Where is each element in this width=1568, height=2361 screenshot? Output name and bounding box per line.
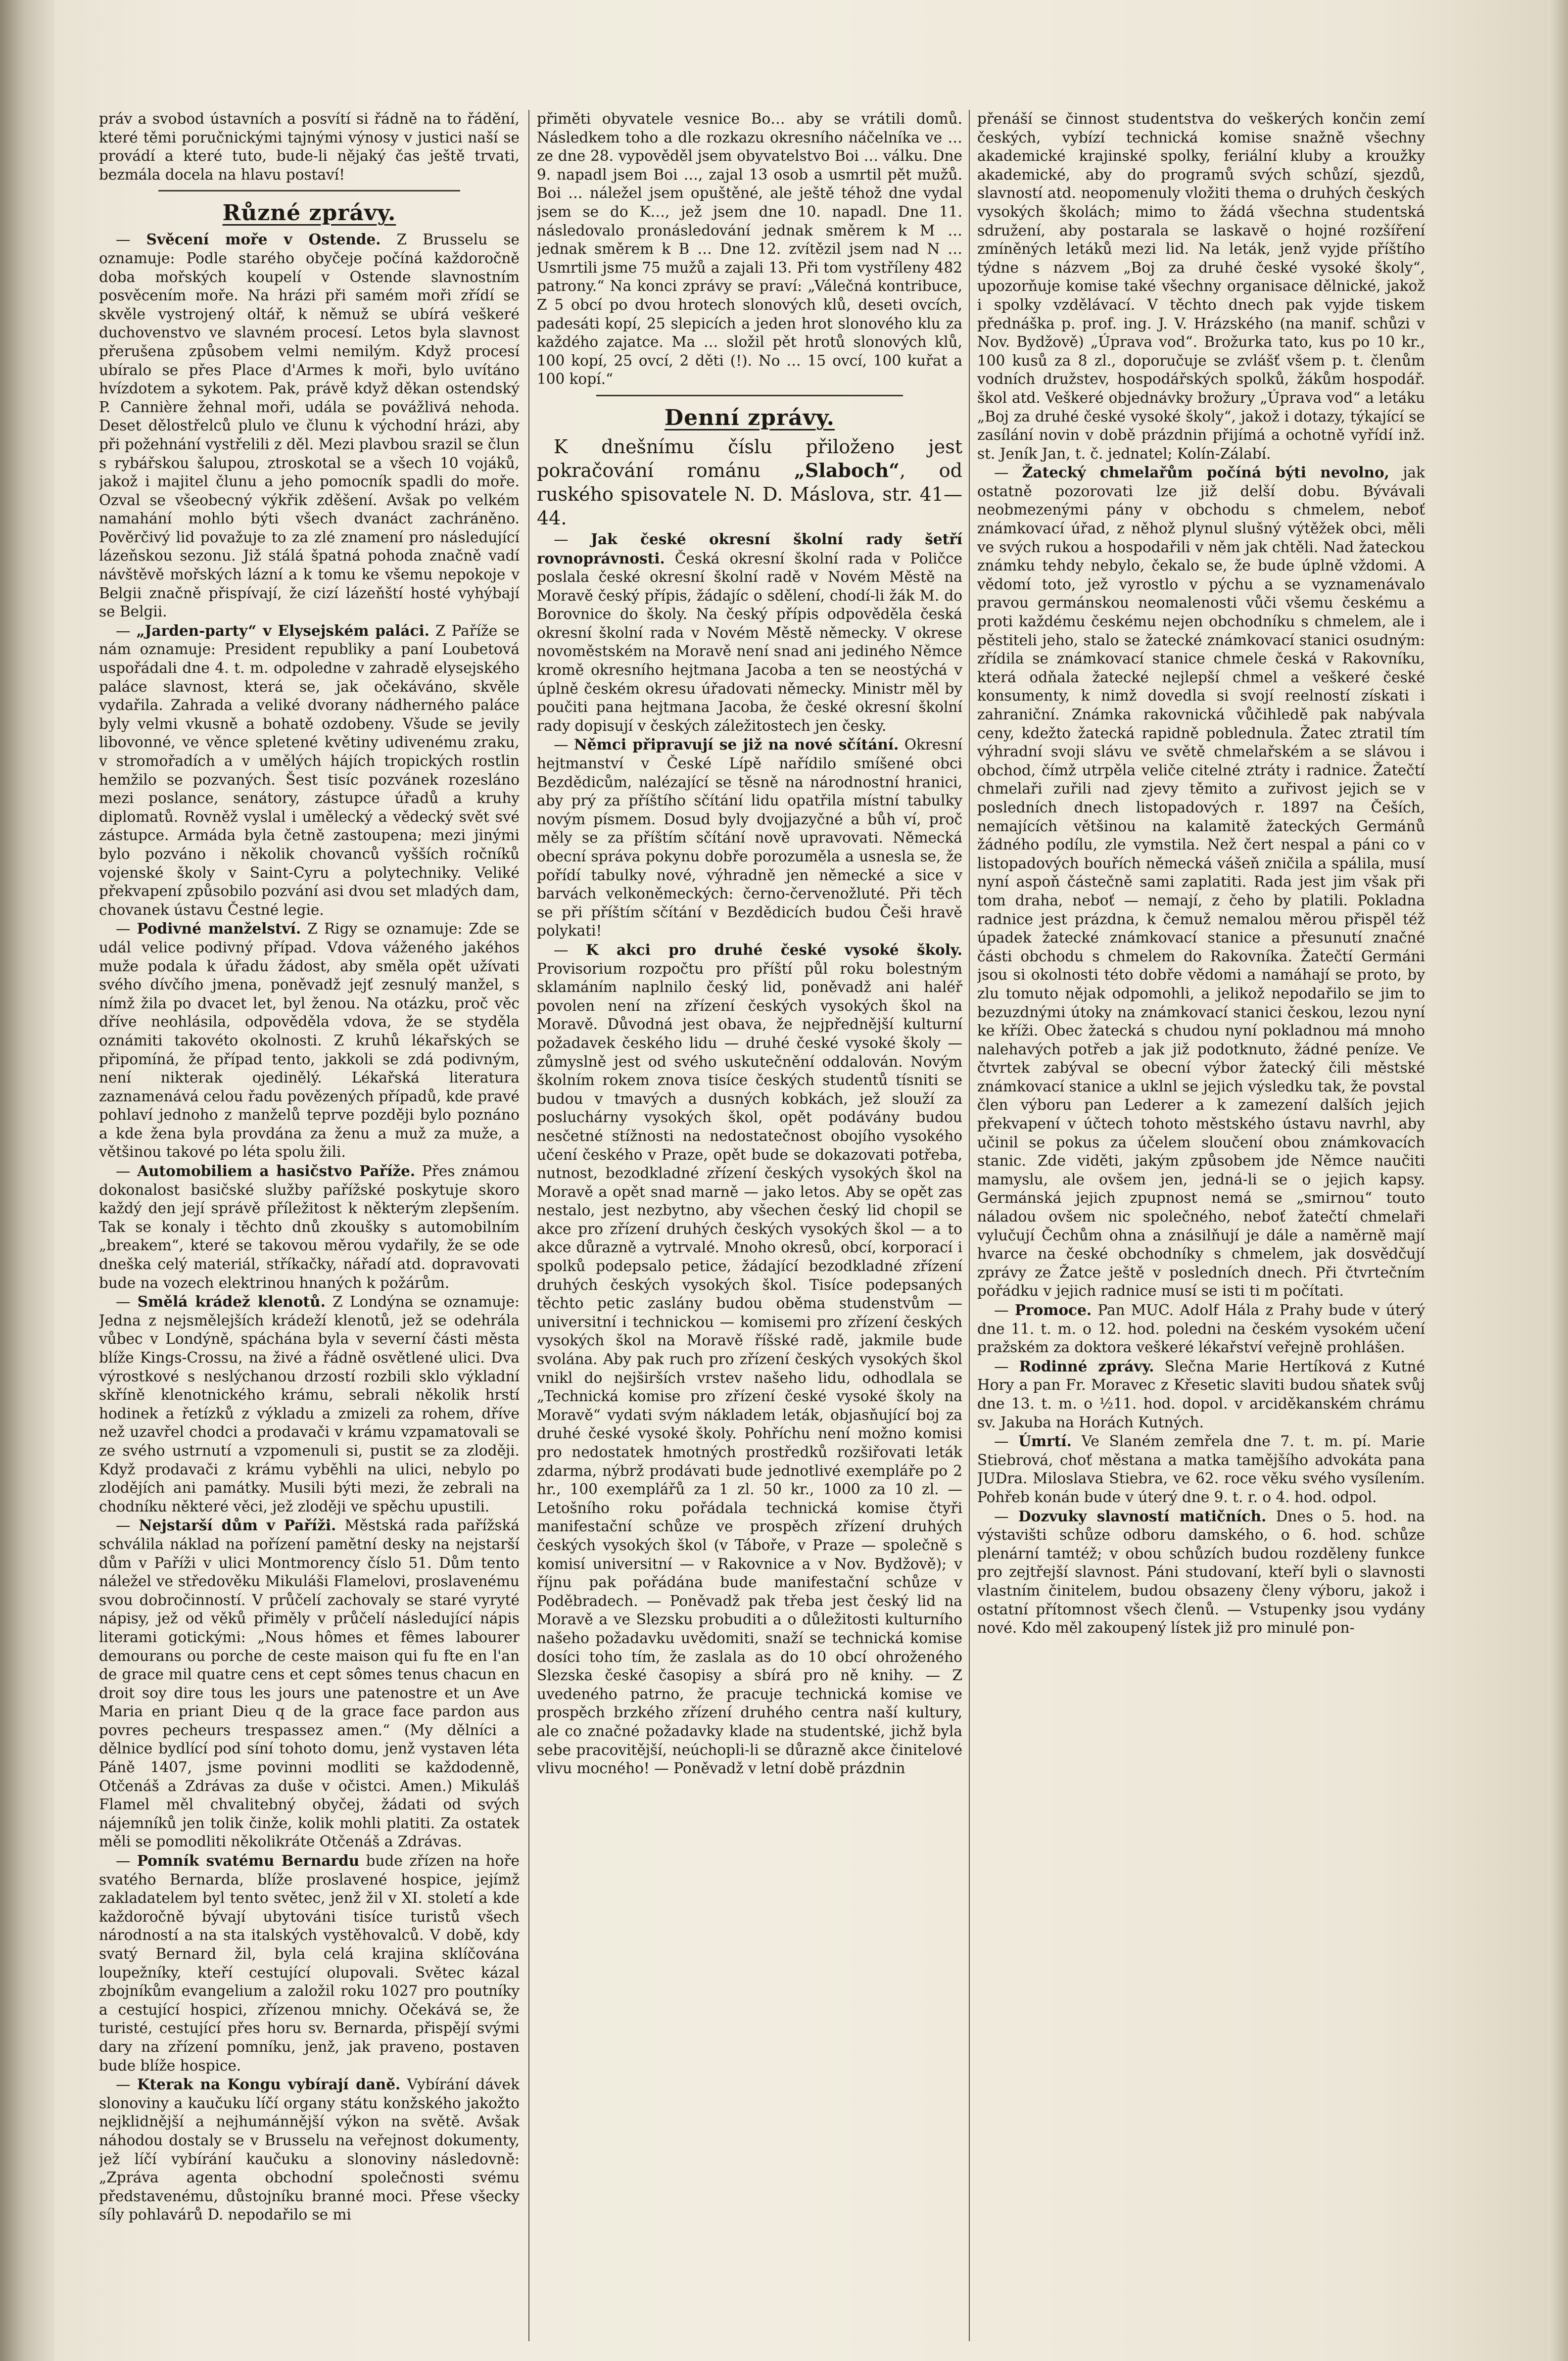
news-item	[977, 1432, 1425, 1507]
item-dash: —	[994, 1508, 1019, 1525]
news-item	[99, 919, 520, 1162]
item-lead: Svěcení moře v Ostende.	[146, 231, 381, 248]
item-lead: „Jarden-party“ v Elysejském paláci.	[136, 621, 429, 639]
column-rule	[969, 110, 970, 2341]
item-lead: Němci připravují se již na nové sčítání.	[573, 736, 899, 754]
item-text: Městská rada pařížská schválila náklad na pořízení pamětní desky na nejstarší dům v Paříži v ulici Montmorency číslo 51. Dům tento náležel ve středověku Mikuláši Flamelovi, proslavenému svou dobročinností. V průčelí zachovaly se staré vyryté nápisy, jež od věků přiměly v průčelí následující nápis literami gotickými: „Nous hômes et fêmes labourer demourans ou porche de ceste maison qui fu fte en l'an de grace mil quatre cens et cept sômes tenus chacun en droit soy dire tous les jours une patenostre et un Ave Maria en priant Dieu q de la grace face pardon aus povres pecheurs trespassez amen.“ (My dělníci a dělnice bydlící pod síní tohoto domu, jenž vystaven léta Páně 1407, jsme povinni modliti se každodenně, Otčenáš a Zdrávas za duše v očistci. Amen.) Mikuláš Flamel měl chvalitebný obyčej, žádati od svých nájemníků jen tolik činže, kolik mohli platiti. Za ostatek měli se pomodliti několikráte Otčenáš a Zdrávas.	[99, 1517, 520, 1850]
item-dash: —	[116, 622, 137, 639]
column-rule	[528, 110, 529, 2341]
item-lead: Automobiliem a hasičstvo Paříže.	[137, 1162, 416, 1180]
item-lead: Pomník svatému Bernardu	[137, 1852, 360, 1870]
item-dash: —	[994, 1358, 1019, 1375]
item-dash: —	[116, 231, 146, 248]
item-dash: —	[116, 1163, 138, 1180]
item-text: Z Rigy se oznamuje: Zde se udál velice podivný případ. Vdova váženého jakéhos muže podala k úřadu žádost, aby směla opět užívati svého dívčího jmena, poněvadž jejť zesnulý manžel, s nímž žila po dvacet let, byl ženou. Na otázku, proč věc dříve neohlásila, odpověděla vdova, že se styděla oznámiti takovéto okolnosti. Z kruhů lékařských se připomíná, že případ tento, jakkoli se zdá podivným, není nikterak ojedinělý. Lékařská literatura zaznamenává celou řadu povězených případů, kde pravé pohlaví jednoho z manželů teprve později bylo poznáno a kde žena byla provdána za ženu a muž za muže, a většinou takové po léta spolu žili.	[99, 920, 520, 1161]
item-lead: Podivné manželství.	[137, 920, 301, 938]
news-item	[537, 735, 962, 941]
item-text: Provisorium rozpočtu pro příští půl roku bolestným sklamáním naplnilo český lid, poněvadž ani haléř povolen není na zřízení českých vysokých škol na Moravě. Důvodná jest obava, že nejpřednější kulturní požadavek českého lidu — druhé české vysoké školy — zůmyslně jest od svého uskutečnění oddalován. Novým školním rokem znova tisíce českých studentů tísniti se budou v tmavých a dusných kobkách, jež slouží za posluchárny vysokých škol, opět podávány budou nesčetné stížnosti na nedostatečnost obojího vysokého učení českého v Praze, opět bude se dokazovati potřeba, nutnost, bezodkladné zřízení českých vysokých škol na Moravě a opět snad marně — jako letos. Aby se opět zas nestalo, jest nezbytno, aby všechen český lid chopil se akce pro zřízení druhých českých vysokých škol — a to akce důrazně a vytrvalé. Mnoho okresů, obcí, korporací i spolků podepsalo petice, žádající bezodkladné zřízení druhých českých vysokých škol. Tisíce podepsaných těchto petic zaslány budou oběma studenstvům — universitní i technickou — komisemi pro zřízení českých vysokých škol na Moravě říšské radě, jakmile bude svolána. Aby pak ruch pro zřízení českých vysokých škol vnikl do nejširších vrstev našeho lidu, odhodlala se „Technická komise pro zřízení české vysoké školy na Moravě“ vydati svým nákladem leták, objasňující boj za druhé české vysoké školy. Pohříchu není možno komisi pro nedostatek hmotných prostředků rozšiřovati leták zdarma, nýbrž prodávati bude jednotlivé exempláře po 2 hr., 100 exemplářů za 1 zl. 50 kr., 1000 za 10 zl. — Letošního roku pořádala technická komise čtyři manifestační schůze ve prospěch zřízení druhých českých vysokých škol (v Táboře, v Praze — společně s komisí universitní — v Rakovnice a v Nov. Bydžově); v říjnu pak pořádána bude manifestační schůze v Poděbradech. — Poněvadž pak třeba jest český lid na Moravě a ve Slezsku probuditi a o důležitosti kulturního našeho požadavku uvědomiti, snaží se technická komise dosíci toho tím, že zaslala as do 10 obcí ohroženého Slezska české časopisy a sbírá pro ně knihy. — Z uvedeného patrno, že pracuje technická komise ve prospěch brzkého zřízení druhého centra naší kultury, ale co značné požadavky klade na studentské, jichž byla sebe pracovitější, neúchopli-li se důrazně akce činitelové vlivu mocného! — Poněvadž v letní době prázdnin	[537, 960, 962, 1777]
novel-title: „Slaboch“	[794, 459, 900, 481]
item-text: Ve Slaném zemřela dne 7. t. m. pí. Marie Stiebrová, choť městana a matka tamějšího advokáta pana JUDra. Miloslava Stiebra, ve 62. roce věku svého vysílením. Pohřeb konán bude v úterý dne 9. t. r. o 4. hod. odpol.	[977, 1433, 1425, 1506]
item-dash: —	[116, 2076, 137, 2093]
news-item	[99, 1516, 520, 1851]
item-dash: —	[116, 1293, 138, 1311]
news-item	[977, 1507, 1425, 1638]
item-lead: Rodinné zprávy.	[1019, 1357, 1154, 1375]
news-list	[977, 463, 1425, 1637]
item-lead: Smělá krádež klenotů.	[137, 1293, 326, 1311]
item-lead: K akci pro druhé české vysoké školy.	[586, 941, 962, 958]
item-dash: —	[994, 1433, 1019, 1450]
item-text: Slečna Marie Hertíková z Kutné Hory a pan Fr. Moravec z Křesetic slaviti budou sňatek svůj dne 13. t. m. o ½11. hod. dopol. v arciděkanském chrámu sv. Jakuba na Horách Kutných.	[977, 1358, 1425, 1431]
item-text: Dnes o 5. hod. na výstavišti schůze odboru damského, o 6. hod. schůze plenární tamtéž; v obou schůzích budou rozděleny funkce pro zejtřejší slavnost. Páni studovaní, kteří byli o slavnosti vlastním činitelem, budou obsazeny členy výboru, jakož i ostatní přítomnost všech členů. — Vstupenky jsou vydány nové. Kdo měl zakoupený lístek již pro minulé pon-	[977, 1508, 1425, 1637]
item-dash: —	[554, 941, 586, 958]
item-dash: —	[554, 530, 591, 548]
news-item	[99, 621, 520, 920]
binding-spine	[0, 0, 54, 2361]
news-item	[977, 1301, 1425, 1357]
item-text: Vybírání dávek slonoviny a kaučuku líčí organy státu konžského jakožto nejklidnější a nejhumánnější výkon na světě. Avšak náhodou dostaly se v Brusselu na veřejnost dokumenty, jež líčí vybírání kaučuku a slonoviny následovně: „Zpráva agenta obchodní společnosti svému představenému, důstojníku branné moci. Přese všecky síly pohlavárů D. nepodařilo se mi	[99, 2076, 520, 2223]
news-item	[537, 530, 962, 736]
item-text: Pan MUC. Adolf Hála z Prahy bude v úterý dne 11. t. m. o 12. hod. poledni na českém vysokém učení pražském za doktora veškeré lékařství veřejně prohlášen.	[977, 1302, 1425, 1356]
page-edge	[1548, 0, 1568, 2361]
item-text: Z Paříže se nám oznamuje: President republiky a paní Loubetová uspořádali dne 4. t. m. odpoledne v zahradě elysejského paláce slavnost, která se, jak očekáváno, skvěle vydařila. Zahrada a veliké dvorany nádherného paláce byly velmi vkusně a bohatě ozdobeny. Všude se jevily libovonné, ve věnce spletené květiny udivenému zraku, v stromořadích a v umělých hájích tropických rostlin hemžilo se pozvaných. Šest tisíc pozvánek rozesláno mezi poslance, senátory, zástupce úřadů a kruhy diplomatů. Rovněž vyslal i umělecký a vědecký svět své zástupce. Armáda byla četně zastoupena; mezi jinými bylo pozváno i několik chovanců vyšších ročníků vojenské školy v Saint-Cyru a polytechniky. Veliké překvapení způsobilo pozvání asi dvou set mladých dam, chovanek ústavu Čestné legie.	[99, 622, 520, 918]
column-left	[99, 110, 520, 2346]
section-divider	[158, 190, 460, 191]
column-middle	[537, 110, 962, 2346]
column-right	[977, 110, 1425, 2346]
item-dash: —	[116, 920, 137, 938]
item-text: Okresní hejtmanství v České Lípě nařídilo smíšené obci Bezdědicům, nalézající se těsně na národnostní hranici, aby prý za příštího sčítání lidu opatřila místní tabulky novým písmem. Dosud byly dvojjazyčné a bůh ví, proč měly se za příštím sčítání nově upravovati. Německá obecní správa pokynu dobře porozuměla a usnesla se, že pořídí tabulky nové, výhradně jen německé a sice v barvách velkoněmeckých: černo-červenožluté. Při těch se při příštím sčítání v Bezdědicích budou Češi hravě polykati!	[537, 736, 962, 940]
article-continuation: přiměti obyvatele vesnice Bo… aby se vrátili domů. Následkem toho a dle rozkazu okresního náčelníka ve … ze dne 28. vypověděl jsem obyvatelstvo Boi … válku. Dne 9. napadl jsem Boi …, zajal 13 osob a usmrtil pět mužů. Boi … náležel jsem opuštěné, ale ještě téhož dne vydal jsem se do K…, jež jsem dne 10. napadl. Dne 11. následovalo pronásledování jednak směrem k M … jednak směrem k B … Dne 12. zvítězil jsem nad N … Usmrtili jsme 75 mužů a zajali 13. Při tom vystříleny 482 patrony.“ Na konci zprávy se praví: „Válečná kontribuce, Z 5 obcí po dvou hrotech slonových klů, deseti ovcích, padesáti kopí, 25 slepicích a jeden hrot slonového klu za každého zajatce. Ma … složil pět hrotů slonových klů, 100 kopí, 25 ovcí, 2 děti (!). No … 15 ovcí, 100 kuřat a 100 kopí.“	[537, 110, 962, 388]
section-heading: Různé zprávy.	[222, 200, 396, 226]
item-text: Přes známou dokonalost basičské služby pařížské poskytuje skoro každý den její správě příležitost k některým zlepšením. Tak se konaly i těchto dnů zkoušky s automobilním „breakem“, které se takovou měrou vydařily, že se ode dneška celý materiál, stříkačky, nářadí atd. dopravovati bude na vozech elektrinou hnaných k požárům.	[99, 1163, 520, 1291]
news-item	[99, 230, 520, 621]
news-item	[99, 1292, 520, 1516]
item-lead: Promoce.	[1014, 1301, 1092, 1319]
notice-text: K dnešnímu číslu přiloženo jest pokračování románu	[537, 435, 962, 481]
item-text: jak ostatně pozorovati lze již delší dobu. Bývávali neobmezenými pány v obchodu s chmelem, neboť známkovací úřad, z něhož plynul slušný výtěžek obci, měli ve svých rukou a hospodařili v něm jak chtěli. Nad žateckou známku tehdy nebylo, čekalo se, že bude úplně vždomi. A vědomí toto, jež vyrostlo v pýchu a se vyznamenávalo pravou germánskou neomalenosti vůči všemu českému a proti každému českému nejen obchodníku s chmelem, ale i pěstiteli jeho, stalo se žatecké známkovací stanici osudným: zřídila se známkovací stanice chmele česká v Rakovníku, která odňala žatecké nejlepší chmel a veškeré české konsumenty, k nimž dovedla si svojí reelností získati i zahraniční. Známka rakovnická vůčihledě pak nabývala ceny, kdežto žatecká rapidně poblednula. Žatec ztratil tím výhradní svoji slávu ve světě chmelařském a se slávou i obchod, čímž utrpěla veliče citelné ztráty i radnice. Žatečtí chmelaři zuřili nad zjevy těmito a zuřivost jejich se v posledních dnech listopadových r. 1897 na Češích, nemajících většinou na kalamitě žateckých Germánů žádného podílu, zle vymstila. Než čert nespal a páni co v listopadových bouřích německá vášeň zničila a spálila, musí nyní aspoň částečně sami zaplatiti. Rada jest jim však při tom draha, neboť — nemají, z čeho by platili. Pokladna radnice jest prázdna, k čemuž nemalou měrou přispěl též úpadek žatecké známkovací stanice a přesunutí značné části obchodu s chmelem do Rakovníka. Žatečtí Germáni jsou si okolnosti této dobře vědomi a namáhají se proto, by zlu tomuto nějak odpomohli, a jelikož nepodařilo se jim to bezuzdnými útoky na známkovací stanici českou, lezou nyní ke kříži. Obec žatecká s chudou nyní pokladnou má mnoho nalehavých potřeb a jak již podotknuto, žádné peníze. Ve čtvrtek zabýval se obecní výbor žatecký čili městské známkovací stanice a uklnl se jejich výsledku tak, že povstal člen výboru pan Lederer a k zamezení dalších jejich překvapení v účtech tohoto městského ústavu navrhl, aby učinil se pokus za účelem sloučení obou známkovacích stanic. Zde viděti, jakým způsobem jde Němce naučiti mamyslu, ale ovšem jen, jedná-li se o jejich kapsy. Germánská jejich zpupnost nemá se „smirnou“ touto náladou ovšem nic společného, neboť žatečtí chmelaři vylučují Čechům ohna a znásilňují je dále a naměrně mají hvarce na české obchodníky s chmelem, jak dosvědčují zprávy ze Žatce ještě v posledních dnech. Při čtvrtečním pořádku v jejich radnice musí se isti ti m počítati.	[977, 464, 1425, 1300]
item-lead: Dozvuky slavností matičních.	[1018, 1507, 1267, 1525]
news-item	[977, 463, 1425, 1301]
item-lead: Žatecký chmelařům počíná býti nevolno,	[1022, 464, 1389, 481]
item-lead: Nejstarší dům v Paříži.	[139, 1516, 336, 1534]
news-item	[99, 2075, 520, 2224]
item-text: bude zřízen na hoře svatého Bernarda, blíže proslavené hospice, jejímž zakladatelem byl tento světec, jenž žil v XI. století a kde každoročně bývají ubytováni tisíce turistů všech národností a na sta italských vystěhovalců. V době, kdy svatý Bernard žil, byla celá krajina sklíčována loupežníky, kteří cestující olupovali. Světec kázal zbojníkům evangelium a založil roku 1027 pro poutníky a cestující hospici, zřízenou mnichy. Očekává se, že turisté, cestující přes horu sv. Bernarda, přispějí svými dary na zřízení pomníku, jenž, jak praveno, postaven bude blíže hospice.	[99, 1852, 520, 2074]
news-list	[537, 530, 962, 1778]
news-item	[99, 1851, 520, 2075]
item-dash: —	[116, 1517, 139, 1534]
supplement-notice	[537, 435, 962, 530]
item-lead: Kterak na Kongu vybírají daně.	[137, 2076, 401, 2093]
news-item	[977, 1357, 1425, 1432]
section-heading: Denní zprávy.	[664, 405, 835, 430]
item-dash: —	[554, 736, 574, 754]
item-text: Z Londýna se oznamuje: Jedna z nejsmělejších krádeží klenotů, jež se odehrála vůbec v Londýně, spáchána byla v severní části města blíže Kings-Crossu, na živé a řádně osvětlené ulici. Dva výrostkové s neslýchanou drzostí rozbili sklo výkladní skříně klenotnického krámu, sebrali několik hrstí hodinek a řetízků z výkladu a zmizeli za rohem, dříve než uzavřel chodci a prodavači v krámu vzpamatovali se ze svého ustrnutí a vzpomenuli si, pustit se za zloději. Když prodavači z krámu vyběhli na ulici, nebylo po zlodějích ani památky. Musili býti mezi, že zebrali na chodníku některé věci, jež zloději ve spěchu upustili.	[99, 1293, 520, 1515]
item-dash: —	[994, 1302, 1015, 1319]
news-item	[99, 1162, 520, 1292]
item-dash: —	[994, 464, 1022, 481]
item-dash: —	[116, 1852, 137, 1870]
section-divider	[596, 395, 903, 396]
item-text: Česká okresní školní rada v Poličce poslala české okresní školní radě v Novém Městě na Moravě český přípis, žádajíc o sdělení, chodí-li žák M. do Borovnice do školy. Na český přípis odpověděla česká okresní školní rada v Novém Městě německy. V okrese novoměstském na Moravě není snad ani jediného Němce kromě okresního hejtmana Jacoba a ten se neostýchá v úplně českém okresu úřadovati německy. Ministr měl by poučiti pana hejtmana Jacoba, že české okresní školní rady dopisují v českých záležitostech jen česky.	[537, 550, 962, 734]
article-continuation: přenáší se činnost studentstva do veškerých končin zemí českých, vybízí technická komise snažně všechny akademické krajinské spolky, feriální kluby a kroužky akademické, aby do programů svých schůzí, sjezdů, slavností atd. neopomenuly vložiti thema o druhých českých vysokých školách; mimo to žádá všechna studentská sdružení, aby postarala se laskavě o hojné rozšíření zmíněných letáků mezi lid. Na leták, jenž vyjde příštího týdne s názvem „Boj za druhé české vysoké školy“, upozorňuje komise také všechny organisace dělnické, jakož i spolky vzdělávací. V těchto dnech pak vyjde tiskem přednáška p. prof. ing. J. V. Hrázského (na manif. schůzi v Nov. Bydžově) „Úprava vod“. Brožurka tato, kus po 10 kr., 100 kusů za 8 zl., doporučuje se zvlášť všem p. t. členům vodních družstev, hospodářských spolků, žákům hospodář. škol atd. Veškeré objednávky brožury „Úprava vod“ a letáku „Boj za druhé české vysoké školy“, jakož i dotazy, týkající se zasílání novin v době prázdnin přijímá a ochotně vyřídí inž. st. Jeník Jan, t. č. jednatel; Kolín-Zálabí.	[977, 110, 1425, 462]
news-list	[99, 230, 520, 2224]
item-lead: Úmrtí.	[1018, 1432, 1072, 1450]
article-continuation: práv a svobod ústavních a posvítí si řádně na to řádění, které těmi poručnickými tajnými výnosy v justici naší se provádí a které tuto, bude-li nějaký čas ještě trvati, bezmála docela na hlavu postaví!	[99, 110, 520, 183]
item-lead: Jak české okresní školní rady šetří rovnoprávnosti.	[537, 530, 962, 567]
news-item	[537, 941, 962, 1778]
notice-text-end: , od ruského spisovatele N. D. Máslova, str. 41—44.	[537, 459, 962, 529]
item-text: Z Brusselu se oznamuje: Podle starého obyčeje počíná každoročně doba mořských koupelí v Ostende slavnostním posvěcením moře. Na hrázi při samém moři zřídí se skvěle vystrojený oltář, k němuž se ubírá veškeré duchovenstvo ve slavném procesí. Letos byla slavnost přerušena způsobem velmi nemilým. Když procesí ubíralo se přes Place d'Armes k moři, bylo uvítáno hvízdotem a sykotem. Pak, právě když děkan ostendský P. Cannière žehnal moři, udála se povážlivá nehoda. Deset dělostřelců plulo ve člunu k východní hrázi, aby při požehnání vystřelili z děl. Mezi plavbou srazil se člun s rybářskou šalupou, ztroskotal se a všech 10 vojáků, jakož i majitel člunu a jeho pomocník spadli do moře. Ozval se všeobecný výkřik zděšení. Avšak po velkém namahání mohlo býti všech dvanáct zachráněno. Pověrčivý lid považuje to za zlé znamení pro následující lázeňskou sezonu. Již stálá špatná pohoda značně vadí návštěvě mořských lázní a k tomu ke všemu nepokoje v Belgii značně přispívají, že cizí lázeňští hosté vyhýbají se Belgii.	[99, 231, 520, 620]
